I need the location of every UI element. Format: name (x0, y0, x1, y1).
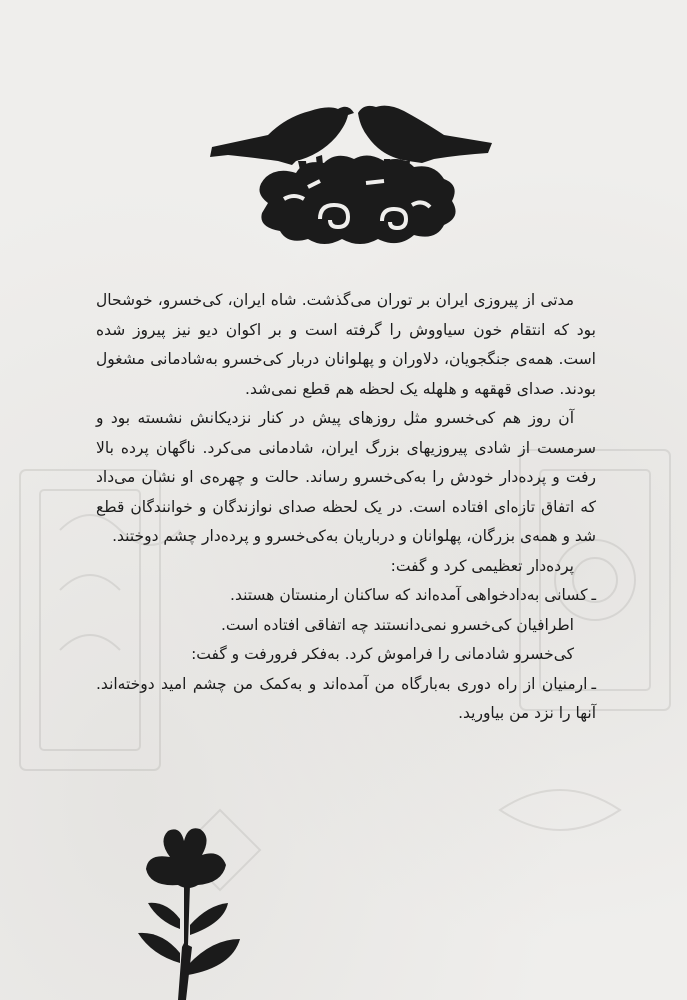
narration-line-3: کی‌خسرو شادمانی را فراموش کرد. به‌فکر فرورفت و گفت: (191, 645, 574, 663)
two-birds-on-cloud-icon (208, 95, 493, 260)
dialogue-dash: ـ (591, 586, 596, 604)
paragraph-2: آن روز هم کی‌خسرو مثل روزهای پیش در کنار نزدیکانش نشسته بود و سرمست از شادی پیروزیهای بزرگ ایران، شادمانی می‌کرد. ناگهان پرده بالا رفت و پرده‌دار خودش را به‌کی‌خسرو رساند. حالت و چهره‌ی او نشان می‌داد که اتفاق تازه‌ای افتاده است. در یک لحظه صدای نوازندگان و خوانندگان قطع شد و همه‌ی بزرگان، پهلوانان و درباریان به‌کی‌خسرو و پرده‌دار چشم دوختند. (96, 409, 596, 545)
dialogue-2-text: ارمنیان از راه دوری به‌بارگاه من آمده‌اند و به‌کمک من چشم امید دوخته‌اند. آنها را نزد من بیاورید. (96, 674, 596, 722)
narration-line-1: پرده‌دار تعظیمی کرد و گفت: (390, 556, 574, 575)
flower-stem-icon (128, 825, 258, 1000)
narration-line-2: اطرافیان کی‌خسرو نمی‌دانستند چه اتفاقی افتاده است. (220, 615, 574, 634)
dialogue-1-text: کسانی به‌دادخواهی آمده‌اند که ساکنان ارمنستان هستند. (230, 586, 588, 604)
story-text (96, 286, 596, 729)
dialogue-2 (96, 670, 596, 729)
paragraph-1: مدتی از پیروزی ایران بر توران می‌گذشت. شاه ایران، کی‌خسرو، خوشحال بود که انتقام خون سیاووش را گرفته است و بر اکوان دیو نیز پیروز شده است. همه‌ی جنگجویان، دلاوران و پهلوانان دربار کی‌خسرو به‌شادمانی مشغول بودند. صدای قهقهه و هلهله یک لحظه هم قطع نمی‌شد. (96, 291, 596, 398)
dialogue-dash: ـ (591, 674, 596, 693)
dialogue-1 (96, 581, 596, 611)
